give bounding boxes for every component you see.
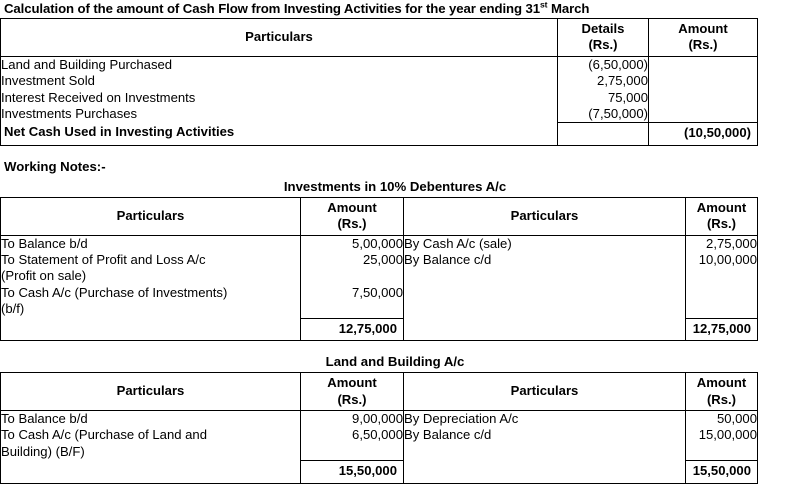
header-left-particulars: Particulars [1, 197, 301, 235]
credit-total-label [404, 460, 685, 481]
cash-flow-amount-cell [649, 56, 758, 122]
list-item: To Statement of Profit and Loss A/c [1, 252, 206, 268]
section-spacer [0, 341, 790, 354]
amount-value [301, 301, 403, 317]
header-right-amount-line2: (Rs.) [706, 216, 737, 232]
header-amount-line1: Amount [678, 21, 728, 36]
land-building-account-table [0, 372, 758, 483]
net-cash-label: Net Cash Used in Investing Activities [4, 124, 235, 140]
list-item: By Cash A/c (sale) [404, 235, 512, 251]
amount-value [686, 301, 757, 317]
land-building-account-title: Land and Building A/c [325, 354, 465, 370]
credit-amount-cell [686, 235, 758, 318]
page-title [0, 0, 790, 18]
amount-value: 9,00,000 [352, 410, 403, 426]
list-item: By Balance c/d [404, 427, 492, 443]
list-item: By Balance c/d [404, 252, 492, 268]
list-item [404, 268, 685, 284]
header-right-amount [686, 197, 758, 235]
list-item: Building) (B/F) [1, 443, 85, 459]
credit-total-value: 15,50,000 [686, 460, 757, 482]
header-left-particulars: Particulars [1, 373, 301, 411]
header-right-amount-line1: Amount [696, 375, 747, 391]
header-right-amount-line2: (Rs.) [706, 391, 737, 407]
header-left-amount-line2: (Rs.) [337, 391, 367, 407]
list-item: By Depreciation A/c [404, 410, 519, 426]
header-left-amount [301, 197, 404, 235]
table-header-row [1, 197, 758, 235]
table-body-block [1, 235, 758, 318]
credit-total-cell [686, 318, 758, 341]
details-value: 2,75,000 [597, 73, 648, 89]
amount-value [686, 285, 757, 301]
debit-particulars-cell [1, 410, 301, 460]
header-left-amount [301, 373, 404, 411]
amount-value: 6,50,000 [352, 427, 403, 443]
amount-value: 50,000 [716, 410, 757, 426]
list-item [404, 285, 685, 301]
cash-flow-investing-table [0, 18, 758, 146]
credit-particulars-cell [404, 410, 686, 460]
debit-total-cell [301, 318, 404, 341]
amount-value [301, 444, 403, 460]
debit-total-value: 15,50,000 [301, 460, 403, 482]
list-item: To Cash A/c (Purchase of Land and [1, 427, 207, 443]
amount-value [686, 444, 757, 460]
table-header-row [1, 19, 758, 57]
page-title-ordinal-suffix: st [539, 0, 548, 10]
amount-value [301, 268, 403, 284]
credit-particulars-cell [404, 235, 686, 318]
investments-account-title: Investments in 10% Debentures A/c [283, 178, 507, 194]
amount-value: 2,75,000 [706, 235, 757, 251]
credit-total-cell [686, 460, 758, 483]
table-body-block [1, 56, 758, 122]
details-value: 75,000 [607, 89, 648, 105]
amount-value: 25,000 [362, 252, 403, 268]
list-item [404, 444, 685, 460]
list-item: To Balance b/d [1, 235, 88, 251]
list-item: (b/f) [1, 301, 25, 317]
credit-total-label-cell [404, 318, 686, 341]
debit-amount-cell [301, 235, 404, 318]
net-cash-total-row [1, 122, 758, 145]
amount-value: 10,00,000 [698, 252, 757, 268]
table-row: Interest Received on Investments [1, 89, 196, 105]
header-left-amount-line1: Amount [327, 375, 377, 391]
net-cash-amount-cell [649, 122, 758, 145]
land-building-total-row [1, 460, 758, 483]
header-left-amount-line1: Amount [327, 199, 377, 215]
credit-total-value: 12,75,000 [686, 318, 757, 340]
table-header-row [1, 373, 758, 411]
amount-value [686, 268, 757, 284]
details-value: (6,50,000) [588, 56, 648, 72]
list-item: To Cash A/c (Purchase of Investments) [1, 284, 228, 300]
header-amount [649, 19, 758, 57]
credit-amount-cell [686, 410, 758, 460]
credit-total-label-cell [404, 460, 686, 483]
table-row: Land and Building Purchased [1, 56, 173, 72]
debit-particulars-cell [1, 235, 301, 318]
debit-total-label-cell [1, 460, 301, 483]
amount-value: 5,00,000 [352, 235, 403, 251]
net-cash-label-cell [1, 122, 558, 145]
page-title-prefix: Calculation of the amount of Cash Flow from Investing Activities for the year ending 31 [4, 1, 540, 16]
net-cash-details-value [558, 122, 648, 144]
debit-total-label [1, 460, 300, 481]
header-right-particulars: Particulars [404, 373, 686, 411]
page-title-suffix: March [547, 1, 590, 16]
header-right-amount-line1: Amount [696, 199, 747, 215]
debit-amount-cell [301, 410, 404, 460]
net-cash-amount-value: (10,50,000) [649, 122, 757, 144]
amount-value: 15,00,000 [698, 427, 757, 443]
header-right-particulars: Particulars [404, 197, 686, 235]
debit-total-label [1, 318, 300, 339]
investments-total-row [1, 318, 758, 341]
list-item: (Profit on sale) [1, 268, 87, 284]
debit-total-value: 12,75,000 [301, 318, 403, 340]
header-left-amount-line2: (Rs.) [337, 216, 367, 232]
working-notes-label: Working Notes:- [4, 158, 106, 174]
header-details [558, 19, 649, 57]
header-details-line2: (Rs.) [588, 37, 618, 53]
table-row: Investment Sold [1, 73, 95, 89]
investments-account-table [0, 197, 758, 341]
credit-total-label [404, 318, 685, 339]
header-details-line1: Details [581, 21, 625, 36]
list-item: To Balance b/d [1, 410, 88, 426]
amount-value: 7,50,000 [352, 284, 403, 300]
cash-flow-details-cell [558, 56, 649, 122]
debit-total-cell [301, 460, 404, 483]
details-value: (7,50,000) [588, 106, 648, 122]
debit-total-label-cell [1, 318, 301, 341]
cash-flow-particulars-cell [1, 56, 558, 122]
net-cash-details-cell [558, 122, 649, 145]
table-body-block [1, 410, 758, 460]
header-particulars: Particulars [1, 19, 558, 57]
header-right-amount [686, 373, 758, 411]
list-item [404, 301, 685, 317]
header-amount-line2: (Rs.) [688, 37, 718, 53]
table-row: Investments Purchases [1, 106, 138, 122]
